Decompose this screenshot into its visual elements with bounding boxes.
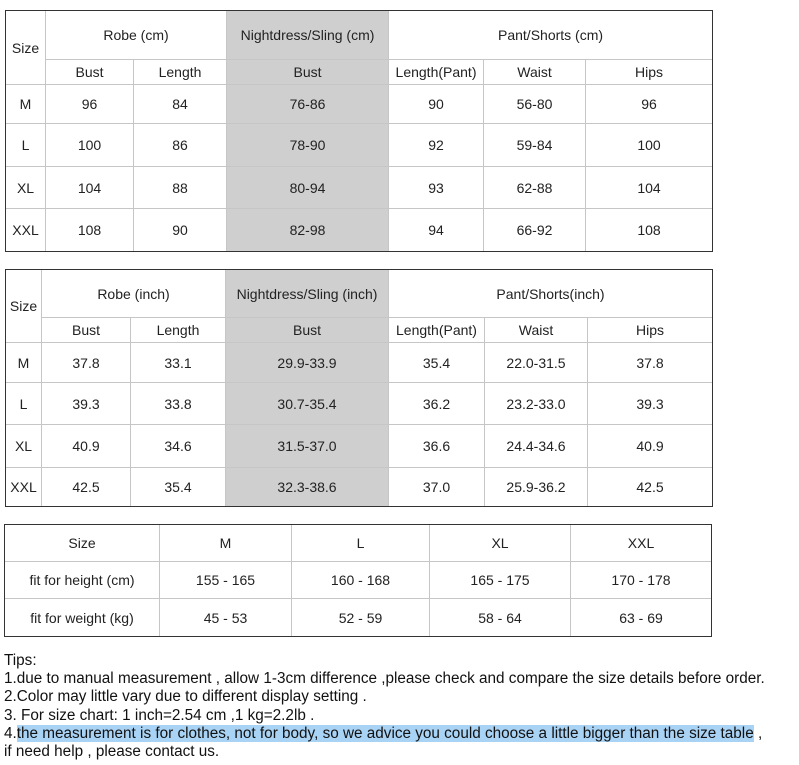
table-row bbox=[5, 562, 712, 599]
fit-header-cell: XXL bbox=[571, 525, 712, 562]
fit-header-cell: Size bbox=[5, 525, 160, 562]
subheader-cell: Bust bbox=[42, 318, 131, 343]
size-cell: M bbox=[6, 85, 46, 124]
size-cell: M bbox=[6, 343, 42, 383]
table-row bbox=[6, 124, 713, 167]
value-cell: 160 - 168 bbox=[292, 562, 430, 599]
subheader-cell: Waist bbox=[484, 60, 586, 85]
tip-line-4-highlighted-text: the measurement is for clothes, not for body, so we advice you could choose a little bigger than the size table bbox=[16, 724, 754, 742]
size-table-inch bbox=[5, 269, 713, 507]
size-header: Size bbox=[6, 11, 46, 85]
table-row bbox=[6, 425, 713, 468]
value-cell: 25.9-36.2 bbox=[485, 468, 588, 507]
value-cell: 94 bbox=[389, 209, 484, 252]
subheader-cell: Hips bbox=[586, 60, 713, 85]
table-row bbox=[6, 343, 713, 383]
tip-line-2: 2.Color may little vary due to different display setting . bbox=[4, 688, 367, 706]
tips-section bbox=[4, 652, 799, 761]
tip-line-5: if need help , please contact us. bbox=[4, 743, 220, 761]
value-cell: 39.3 bbox=[588, 383, 713, 425]
tip-line-4-prefix: 4. bbox=[4, 724, 17, 742]
subheader-cell: Length bbox=[131, 318, 226, 343]
value-cell: 35.4 bbox=[389, 343, 485, 383]
value-cell: 90 bbox=[134, 209, 227, 252]
size-header: Size bbox=[6, 270, 42, 343]
table-row bbox=[6, 85, 713, 124]
size-cell: XL bbox=[6, 425, 42, 468]
fit-header-cell: L bbox=[292, 525, 430, 562]
value-cell: 82-98 bbox=[227, 209, 389, 252]
value-cell: 165 - 175 bbox=[430, 562, 571, 599]
value-cell: 30.7-35.4 bbox=[226, 383, 389, 425]
value-cell: 170 - 178 bbox=[571, 562, 712, 599]
value-cell: 35.4 bbox=[131, 468, 226, 507]
value-cell: 90 bbox=[389, 85, 484, 124]
size-cell: L bbox=[6, 383, 42, 425]
value-cell: 23.2-33.0 bbox=[485, 383, 588, 425]
value-cell: 104 bbox=[586, 167, 713, 209]
value-cell: 86 bbox=[134, 124, 227, 167]
fit-header-cell: M bbox=[160, 525, 292, 562]
value-cell: 52 - 59 bbox=[292, 599, 430, 637]
size-cell: XXL bbox=[6, 468, 42, 507]
tip-line-4 bbox=[4, 725, 799, 743]
value-cell: 100 bbox=[46, 124, 134, 167]
value-cell: 104 bbox=[46, 167, 134, 209]
robe-group-header: Robe (cm) bbox=[46, 11, 227, 60]
value-cell: 96 bbox=[46, 85, 134, 124]
tip-line-4-suffix: , bbox=[753, 724, 763, 742]
value-cell: 36.2 bbox=[389, 383, 485, 425]
tip-line-3: 3. For size chart: 1 inch=2.54 cm ,1 kg=2.2lb . bbox=[4, 706, 315, 724]
tips-title: Tips: bbox=[4, 652, 37, 669]
size-table-cm bbox=[5, 10, 713, 252]
value-cell: 33.8 bbox=[131, 383, 226, 425]
fit-header-cell: XL bbox=[430, 525, 571, 562]
value-cell: 39.3 bbox=[42, 383, 131, 425]
subheader-cell: Bust bbox=[226, 318, 389, 343]
value-cell: 22.0-31.5 bbox=[485, 343, 588, 383]
value-cell: 45 - 53 bbox=[160, 599, 292, 637]
size-cell: L bbox=[6, 124, 46, 167]
value-cell: 40.9 bbox=[42, 425, 131, 468]
pant-group-header: Pant/Shorts (cm) bbox=[389, 11, 713, 60]
size-cell: XL bbox=[6, 167, 46, 209]
value-cell: 37.0 bbox=[389, 468, 485, 507]
nightdress-group-header: Nightdress/Sling (inch) bbox=[226, 270, 389, 318]
subheader-cell: Hips bbox=[588, 318, 713, 343]
subheader-cell: Bust bbox=[227, 60, 389, 85]
table-row bbox=[6, 209, 713, 252]
size-cell: XXL bbox=[6, 209, 46, 252]
value-cell: 59-84 bbox=[484, 124, 586, 167]
value-cell: 36.6 bbox=[389, 425, 485, 468]
subheader-cell: Length bbox=[134, 60, 227, 85]
value-cell: 155 - 165 bbox=[160, 562, 292, 599]
table-row bbox=[5, 599, 712, 637]
value-cell: 93 bbox=[389, 167, 484, 209]
value-cell: 37.8 bbox=[588, 343, 713, 383]
robe-group-header: Robe (inch) bbox=[42, 270, 226, 318]
value-cell: 84 bbox=[134, 85, 227, 124]
value-cell: 34.6 bbox=[131, 425, 226, 468]
value-cell: 24.4-34.6 bbox=[485, 425, 588, 468]
value-cell: 88 bbox=[134, 167, 227, 209]
value-cell: 63 - 69 bbox=[571, 599, 712, 637]
tip-line-1: 1.due to manual measurement , allow 1-3cm difference ,please check and compare the size details before order. bbox=[4, 670, 765, 688]
value-cell: 100 bbox=[586, 124, 713, 167]
pant-group-header: Pant/Shorts(inch) bbox=[389, 270, 713, 318]
value-cell: 37.8 bbox=[42, 343, 131, 383]
value-cell: 66-92 bbox=[484, 209, 586, 252]
value-cell: 33.1 bbox=[131, 343, 226, 383]
table-row bbox=[6, 468, 713, 507]
fit-table bbox=[4, 524, 712, 637]
subheader-cell: Length(Pant) bbox=[389, 318, 485, 343]
value-cell: 80-94 bbox=[227, 167, 389, 209]
value-cell: 31.5-37.0 bbox=[226, 425, 389, 468]
value-cell: 92 bbox=[389, 124, 484, 167]
nightdress-group-header: Nightdress/Sling (cm) bbox=[227, 11, 389, 60]
table-row bbox=[6, 383, 713, 425]
value-cell: 42.5 bbox=[42, 468, 131, 507]
value-cell: 40.9 bbox=[588, 425, 713, 468]
value-cell: 96 bbox=[586, 85, 713, 124]
value-cell: 29.9-33.9 bbox=[226, 343, 389, 383]
value-cell: 58 - 64 bbox=[430, 599, 571, 637]
table-row bbox=[6, 167, 713, 209]
value-cell: 32.3-38.6 bbox=[226, 468, 389, 507]
value-cell: 56-80 bbox=[484, 85, 586, 124]
value-cell: 108 bbox=[46, 209, 134, 252]
subheader-cell: Length(Pant) bbox=[389, 60, 484, 85]
value-cell: 76-86 bbox=[227, 85, 389, 124]
value-cell: 108 bbox=[586, 209, 713, 252]
subheader-cell: Waist bbox=[485, 318, 588, 343]
value-cell: 42.5 bbox=[588, 468, 713, 507]
row-label: fit for weight (kg) bbox=[5, 599, 160, 637]
table-header-row bbox=[5, 525, 712, 562]
subheader-cell: Bust bbox=[46, 60, 134, 85]
value-cell: 78-90 bbox=[227, 124, 389, 167]
value-cell: 62-88 bbox=[484, 167, 586, 209]
row-label: fit for height (cm) bbox=[5, 562, 160, 599]
